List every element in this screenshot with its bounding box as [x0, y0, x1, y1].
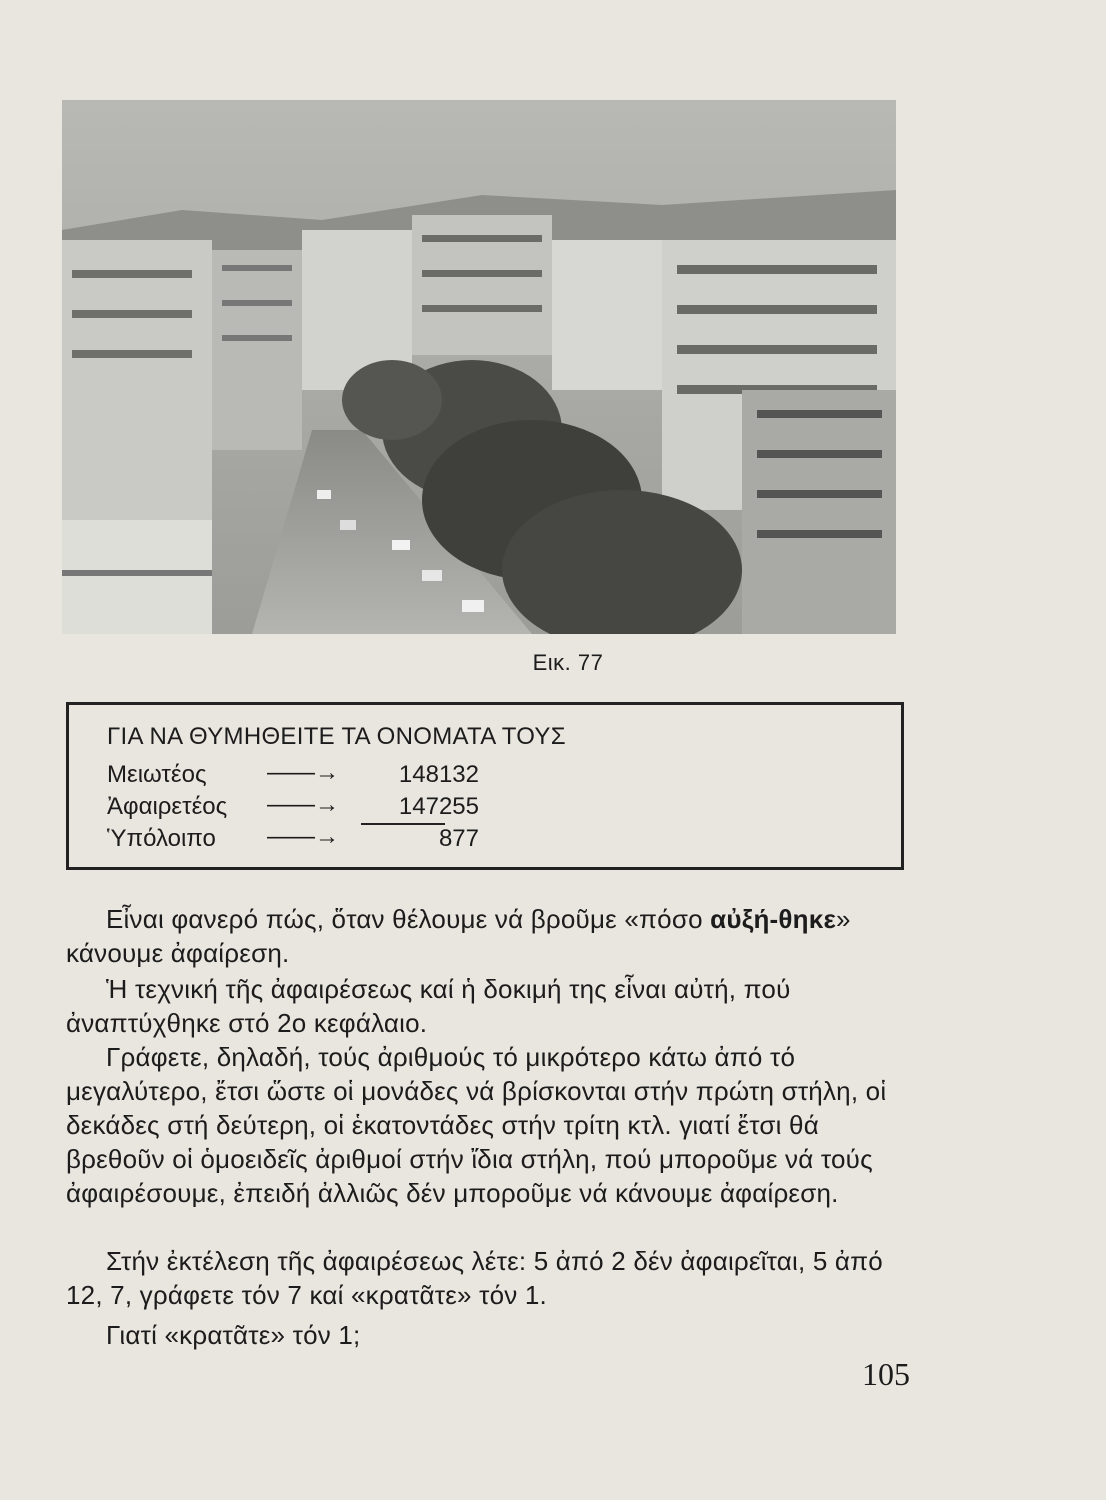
arrow-icon: ——→ [267, 823, 339, 850]
paragraph-4: Στήν ἐκτέλεση τῆς ἀφαιρέσεως λέτε: 5 ἀπό 2 δέν ἀφαιρεῖται, 5 ἀπό 12, 7, γράφετε τόν 7 καί «κρατᾶτε» τόν 1. [66, 1246, 883, 1310]
city-street-illustration [62, 100, 896, 634]
terminology-box [66, 702, 904, 870]
paragraph-1: Εἶναι φανερό πώς, ὅταν θέλουμε νά βροῦμε «πόσο αὐξή-θηκε» κάνουμε ἀφαίρεση. [66, 904, 851, 968]
box-title: ΓΙΑ ΝΑ ΘΥΜΗΘΕΙΤΕ ΤΑ ΟΝΟΜΑΤΑ ΤΟΥΣ [107, 723, 566, 750]
arrow-icon: ——→ [267, 791, 339, 818]
figure-caption: Εικ. 77 [532, 650, 604, 675]
paragraph-5: Γιατί «κρατᾶτε» τόν 1; [106, 1320, 361, 1350]
arrow-icon: ——→ [267, 759, 339, 786]
bold-term: αὐξή-θηκε [710, 904, 836, 934]
paragraph-2: Ἡ τεχνική τῆς ἀφαιρέσεως καί ἡ δοκιμή της εἶναι αὐτή, πού ἀναπτύχθηκε στό 2ο κεφάλαιο. [66, 974, 791, 1038]
paragraph-3: Γράφετε, δηλαδή, τούς ἀριθμούς τό μικρότερο κάτω ἀπό τό μεγαλύτερο, ἔτσι ὥστε οἱ μονάδες νά βρίσκονται στήν πρώτη στήλη, οἱ δεκάδες στή δεύτερη, οἱ ἑκατοντάδες στήν τρίτη κτλ. γιατί ἔτσι θά βρεθοῦν οἱ ὁμοειδεῖς ἀριθμοί στήν ἴδια στήλη, πού μποροῦμε νά τούς ἀφαιρέσουμε, ἐπειδή ἀλλιῶς δέν μποροῦμε νά κάνουμε ἀφαίρεση. [66, 1042, 887, 1208]
term-label: Μειωτέος [107, 761, 207, 788]
term-label: Ὑπόλοιπο [107, 825, 216, 852]
page-number: 105 [862, 1356, 910, 1392]
figure-photo [62, 100, 896, 634]
term-value: 877 [438, 825, 479, 852]
term-value: 147255 [398, 793, 479, 820]
term-label: Ἀφαιρετέος [107, 793, 228, 820]
term-value: 148132 [398, 761, 479, 788]
